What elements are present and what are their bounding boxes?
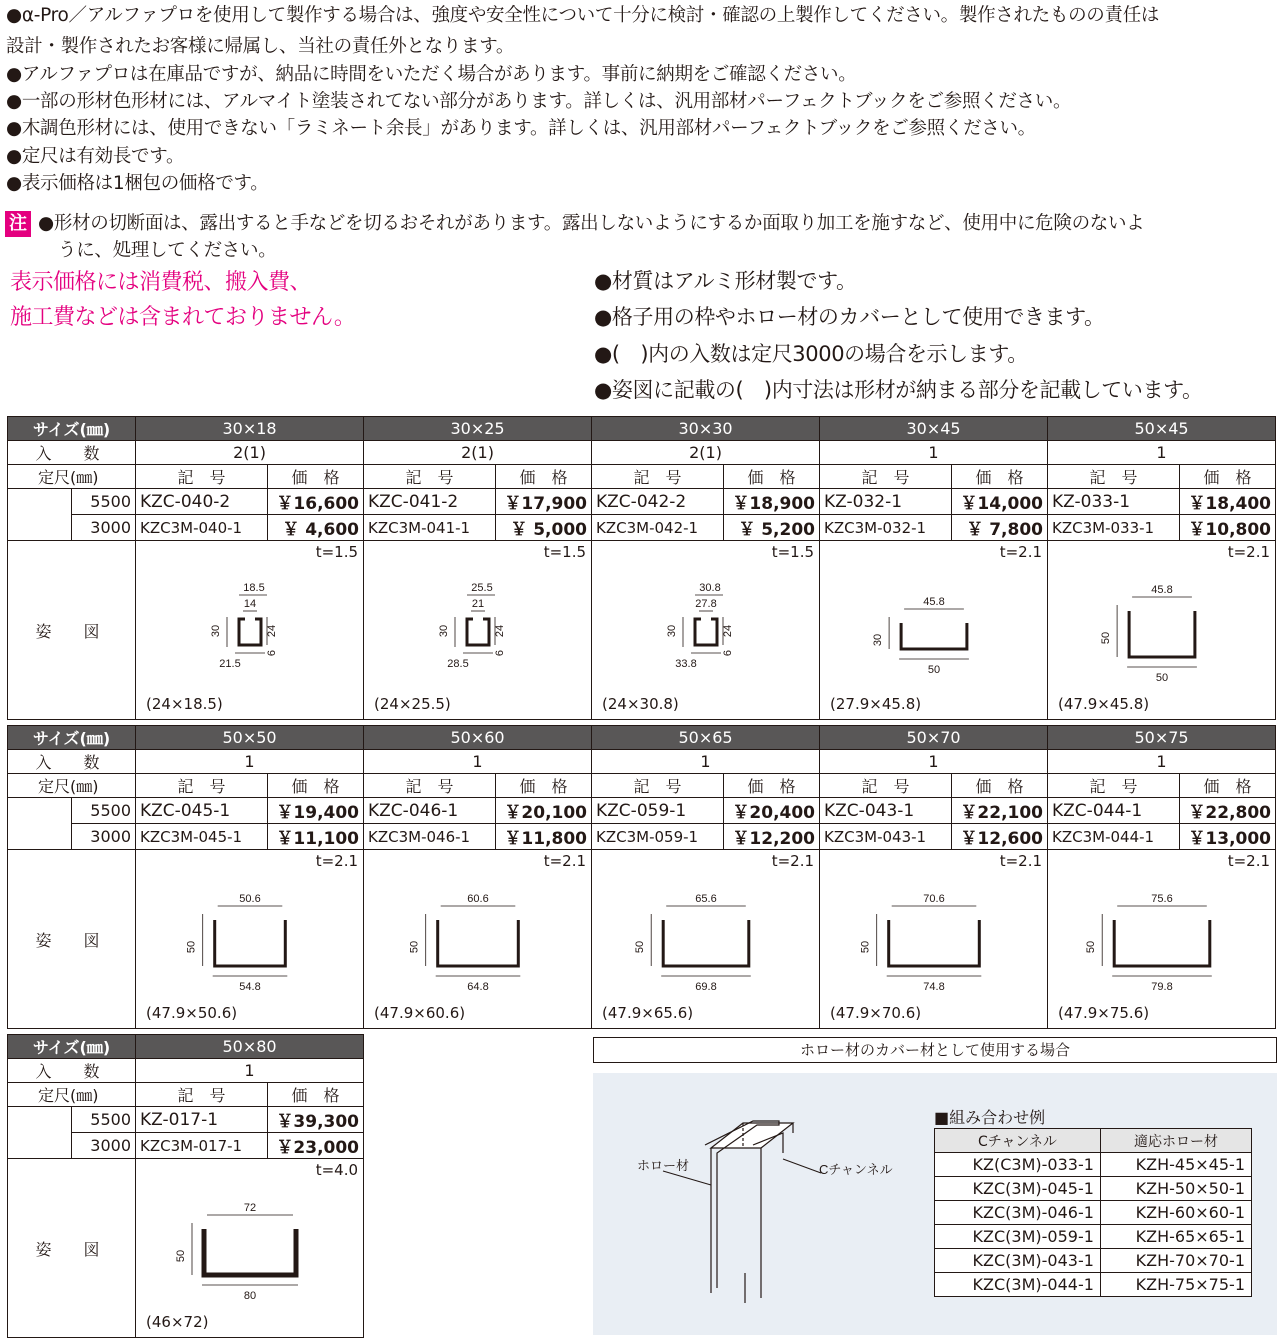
inner-dimension: (24×30.8) (602, 695, 679, 713)
product-table (7, 416, 1276, 720)
code-header: 記 号 (364, 465, 496, 489)
material-note: ●材質はアルミ形材製です。 (594, 269, 857, 293)
figure-wrap (820, 541, 1048, 719)
qty-value: 1 (136, 750, 364, 774)
code-5500: KZ-017-1 (136, 1107, 268, 1133)
code-3000: KZC3M-042-1 (592, 515, 724, 541)
dimension-label: 18.5 (243, 582, 265, 594)
dimension-label: 50 (185, 940, 198, 954)
price-5500: ￥17,900 (496, 489, 592, 515)
qty-row (8, 441, 1276, 465)
figure-row (8, 850, 1276, 1029)
thickness: t=2.1 (543, 852, 587, 870)
size-value: 50×65 (592, 726, 820, 750)
price-5500: ￥22,100 (952, 798, 1048, 824)
thickness: t=4.0 (315, 1161, 359, 1179)
code-header: 記 号 (820, 465, 952, 489)
product-table (7, 725, 1276, 1029)
price-3000: ￥ 4,600 (268, 515, 364, 541)
thickness: t=2.1 (999, 543, 1043, 561)
size-value: 50×80 (136, 1035, 364, 1059)
length-label: 定尺(㎜) (8, 465, 136, 489)
figure-wrap (364, 541, 592, 719)
c-channel-profile (820, 850, 1048, 1028)
profile-figure (1048, 541, 1276, 720)
figure-label: 姿 図 (8, 1159, 136, 1338)
code-3000: KZC3M-040-1 (136, 515, 268, 541)
c-channel-profile (820, 541, 1048, 719)
code-3000: KZC3M-059-1 (592, 824, 724, 850)
price-5500: ￥19,400 (268, 798, 364, 824)
dimension-label: 6 (494, 649, 507, 657)
inner-dimension: (24×25.5) (374, 695, 451, 713)
size-label: サイズ(㎜) (8, 726, 136, 750)
price-5500: ￥22,800 (1180, 798, 1276, 824)
dimension-label: 74.8 (923, 981, 945, 993)
blank-cell (8, 489, 72, 515)
figure-label: 姿 図 (8, 850, 136, 1029)
dimension-label: 60.6 (467, 893, 489, 905)
qty-value: 1 (136, 1059, 364, 1083)
note-line: ●定尺は有効長です。 (6, 146, 185, 167)
dimension-label: 30 (666, 624, 679, 638)
material-note: ●( )内の入数は定尺3000の場合を示します。 (594, 342, 1028, 366)
price-3000: ￥ 5,000 (496, 515, 592, 541)
price-5500: ￥18,900 (724, 489, 820, 515)
figure-wrap (820, 850, 1048, 1028)
price-header: 価 格 (496, 465, 592, 489)
inner-dimension: (24×18.5) (146, 695, 223, 713)
dimension-label: 80 (243, 1290, 257, 1302)
code-header: 記 号 (136, 1083, 268, 1107)
dimension-label: 72 (243, 1202, 257, 1214)
code-5500: KZC-041-2 (364, 489, 496, 515)
profile-figure (136, 541, 364, 720)
qty-value: 1 (1048, 750, 1276, 774)
dimension-label: 64.8 (467, 981, 489, 993)
dimension-label: 50 (634, 940, 647, 954)
figure-wrap (1048, 541, 1276, 719)
code-header: 記 号 (820, 774, 952, 798)
price-3000: ￥12,200 (724, 824, 820, 850)
dimension-label: 21 (471, 598, 485, 610)
code-5500: KZC-045-1 (136, 798, 268, 824)
combo-hollow: KZH-45×45-1 (1100, 1153, 1251, 1177)
size-value: 50×75 (1048, 726, 1276, 750)
combo-header: Cチャンネル (935, 1129, 1101, 1153)
material-note: ●格子用の枠やホロー材のカバーとして使用できます。 (594, 305, 1105, 329)
c-channel-profile (136, 1159, 364, 1337)
figure-wrap (136, 1159, 364, 1337)
price-header: 価 格 (1180, 465, 1276, 489)
code-header: 記 号 (1048, 465, 1180, 489)
combo-title: ■組み合わせ例 (934, 1108, 1046, 1127)
price-5500: ￥16,600 (268, 489, 364, 515)
qty-row (8, 750, 1276, 774)
dimension-label: 50 (1085, 940, 1098, 954)
size-value: 30×45 (820, 417, 1048, 441)
price-header: 価 格 (952, 465, 1048, 489)
price-5500: ￥18,400 (1180, 489, 1276, 515)
dimension-label: 50 (1100, 631, 1113, 645)
tax-note-line: 施工費などは含まれておりません。 (10, 305, 356, 330)
blank-cell (8, 1107, 72, 1133)
size-value: 30×18 (136, 417, 364, 441)
combo-header: 適応ホロー材 (1100, 1129, 1251, 1153)
size-value: 30×30 (592, 417, 820, 441)
figure-row (8, 1159, 364, 1338)
dimension-label: 27.8 (695, 598, 717, 610)
combo-row (935, 1201, 1252, 1225)
code-header: 記 号 (364, 774, 496, 798)
size-value: 50×50 (136, 726, 364, 750)
code-5500: KZ-032-1 (820, 489, 952, 515)
code-3000: KZC3M-044-1 (1048, 824, 1180, 850)
c-channel-profile (136, 541, 364, 719)
size-row (8, 1035, 364, 1059)
thickness: t=2.1 (771, 852, 815, 870)
profile-figure (136, 850, 364, 1029)
code-5500: KZC-046-1 (364, 798, 496, 824)
blank-cell (8, 824, 72, 850)
price-5500: ￥20,100 (496, 798, 592, 824)
price-header: 価 格 (724, 465, 820, 489)
c-channel-profile (592, 541, 820, 719)
channel-label: Cチャンネル (819, 1162, 893, 1177)
col-header-row (8, 465, 1276, 489)
qty-value: 2(1) (592, 441, 820, 465)
code-header: 記 号 (136, 465, 268, 489)
length-3000: 3000 (72, 824, 136, 850)
code-5500: KZC-059-1 (592, 798, 724, 824)
price-3000: ￥10,800 (1180, 515, 1276, 541)
blank-cell (8, 515, 72, 541)
price-header: 価 格 (496, 774, 592, 798)
price-3000: ￥12,600 (952, 824, 1048, 850)
combo-row (935, 1177, 1252, 1201)
code-3000: KZC3M-017-1 (136, 1133, 268, 1159)
dimension-label: 70.6 (923, 893, 945, 905)
dimension-label: 75.6 (1151, 893, 1173, 905)
inner-dimension: (47.9×75.6) (1058, 1004, 1150, 1022)
code-header: 記 号 (592, 774, 724, 798)
length-5500: 5500 (72, 489, 136, 515)
row-3000 (8, 824, 1276, 850)
size-value: 50×45 (1048, 417, 1276, 441)
profile-figure (820, 850, 1048, 1029)
thickness: t=1.5 (543, 543, 587, 561)
cover-title: ホロー材のカバー材として使用する場合 (593, 1037, 1277, 1063)
qty-label: 入 数 (8, 1059, 136, 1083)
combo-channel: KZC(3M)-046-1 (935, 1201, 1101, 1225)
qty-value: 1 (364, 750, 592, 774)
warning-badge: 注 (5, 211, 31, 237)
code-3000: KZC3M-045-1 (136, 824, 268, 850)
thickness: t=1.5 (315, 543, 359, 561)
c-channel-profile (1048, 850, 1276, 1028)
qty-value: 1 (820, 441, 1048, 465)
row-5500 (8, 798, 1276, 824)
inner-dimension: (47.9×45.8) (1058, 695, 1150, 713)
combo-hollow: KZH-60×60-1 (1100, 1201, 1251, 1225)
dimension-label: 6 (266, 649, 279, 657)
combo-hollow: KZH-75×75-1 (1100, 1273, 1251, 1297)
dimension-label: 24 (266, 624, 279, 638)
size-row (8, 417, 1276, 441)
row-5500 (8, 489, 1276, 515)
price-header: 価 格 (268, 774, 364, 798)
dimension-label: 24 (722, 624, 735, 638)
length-5500: 5500 (72, 1107, 136, 1133)
code-5500: KZC-043-1 (820, 798, 952, 824)
size-value: 50×60 (364, 726, 592, 750)
warning-line: うに、処理してください。 (58, 240, 277, 261)
price-3000: ￥11,100 (268, 824, 364, 850)
price-header: 価 格 (268, 465, 364, 489)
price-3000: ￥ 7,800 (952, 515, 1048, 541)
inner-dimension: (47.9×70.6) (830, 1004, 922, 1022)
dimension-label: 79.8 (1151, 981, 1173, 993)
code-3000: KZC3M-043-1 (820, 824, 952, 850)
profile-figure (136, 1159, 364, 1338)
dimension-label: 30 (872, 633, 885, 647)
price-header: 価 格 (724, 774, 820, 798)
col-header-row (8, 774, 1276, 798)
combo-channel: KZC(3M)-059-1 (935, 1225, 1101, 1249)
price-5500: ￥20,400 (724, 798, 820, 824)
code-header: 記 号 (136, 774, 268, 798)
figure-wrap (592, 541, 820, 719)
combo-row (935, 1225, 1252, 1249)
note-line: ●アルファプロは在庫品ですが、納品に時間をいただく場合があります。事前に納期をご確認ください。 (6, 64, 857, 85)
hollow-label: ホロー材 (637, 1158, 690, 1173)
qty-value: 1 (592, 750, 820, 774)
qty-label: 入 数 (8, 441, 136, 465)
figure-wrap (1048, 850, 1276, 1028)
size-value: 50×70 (820, 726, 1048, 750)
length-5500: 5500 (72, 798, 136, 824)
combo-hollow: KZH-50×50-1 (1100, 1177, 1251, 1201)
profile-figure (592, 850, 820, 1029)
length-3000: 3000 (72, 1133, 136, 1159)
dimension-label: 50 (175, 1249, 188, 1263)
dimension-label: 24 (494, 624, 507, 638)
dimension-label: 50 (859, 940, 872, 954)
code-5500: KZC-042-2 (592, 489, 724, 515)
inner-dimension: (47.9×60.6) (374, 1004, 466, 1022)
inner-dimension: (47.9×50.6) (146, 1004, 238, 1022)
thickness: t=1.5 (771, 543, 815, 561)
code-3000: KZC3M-033-1 (1048, 515, 1180, 541)
profile-figure (1048, 850, 1276, 1029)
inner-dimension: (47.9×65.6) (602, 1004, 694, 1022)
dimension-label: 54.8 (239, 981, 261, 993)
combo-hollow: KZH-70×70-1 (1100, 1249, 1251, 1273)
qty-value: 2(1) (364, 441, 592, 465)
profile-figure (364, 850, 592, 1029)
dimension-label: 45.8 (923, 596, 945, 608)
note-line: ●表示価格は1梱包の価格です。 (6, 173, 269, 194)
qty-row (8, 1059, 364, 1083)
code-5500: KZ-033-1 (1048, 489, 1180, 515)
length-label: 定尺(㎜) (8, 1083, 136, 1107)
dimension-label: 30 (210, 624, 223, 638)
inner-dimension: (27.9×45.8) (830, 695, 922, 713)
combo-row (935, 1249, 1252, 1273)
combo-hollow: KZH-65×65-1 (1100, 1225, 1251, 1249)
price-3000: ￥23,000 (268, 1133, 364, 1159)
blank-cell (8, 1133, 72, 1159)
code-5500: KZC-040-2 (136, 489, 268, 515)
dimension-label: 14 (243, 598, 257, 610)
length-3000: 3000 (72, 515, 136, 541)
code-3000: KZC3M-032-1 (820, 515, 952, 541)
thickness: t=2.1 (315, 852, 359, 870)
tax-note-line: 表示価格には消費税、搬入費、 (10, 270, 312, 295)
combo-channel: KZC(3M)-044-1 (935, 1273, 1101, 1297)
profile-figure (364, 541, 592, 720)
figure-label: 姿 図 (8, 541, 136, 720)
combo-channel: KZC(3M)-043-1 (935, 1249, 1101, 1273)
code-3000: KZC3M-041-1 (364, 515, 496, 541)
dimension-label: 25.5 (471, 582, 493, 594)
size-row (8, 726, 1276, 750)
note-line: 設計・製作されたお客様に帰属し、当社の責任外となります。 (6, 36, 515, 57)
material-note: ●姿図に記載の( )内寸法は形材が納まる部分を記載しています。 (594, 378, 1203, 402)
note-line: ●木調色形材には、使用できない「ラミネート余長」があります。詳しくは、汎用部材パーフェクトブックをご参照ください。 (6, 118, 1036, 139)
warning-line: ●形材の切断面は、露出すると手などを切るおそれがあります。露出しないようにするか面取り加工を施すなど、使用中に危険のないよ (38, 213, 1145, 234)
qty-label: 入 数 (8, 750, 136, 774)
dimension-label: 50 (1155, 672, 1169, 684)
col-header-row (8, 1083, 364, 1107)
combo-table (934, 1128, 1252, 1297)
thickness: t=2.1 (1227, 852, 1271, 870)
row-3000 (8, 515, 1276, 541)
figure-row (8, 541, 1276, 720)
thickness: t=2.1 (1227, 543, 1271, 561)
profile-figure (820, 541, 1048, 720)
dimension-label: 21.5 (219, 658, 241, 670)
dimension-label: 50.6 (239, 893, 261, 905)
c-channel-profile (364, 541, 592, 719)
price-5500: ￥39,300 (268, 1107, 364, 1133)
dimension-label: 45.8 (1151, 584, 1173, 596)
code-header: 記 号 (592, 465, 724, 489)
row-5500 (8, 1107, 364, 1133)
figure-wrap (136, 850, 364, 1028)
c-channel-profile (136, 850, 364, 1028)
dimension-label: 65.6 (695, 893, 717, 905)
dimension-label: 33.8 (675, 658, 697, 670)
size-label: サイズ(㎜) (8, 417, 136, 441)
size-value: 30×25 (364, 417, 592, 441)
price-3000: ￥11,800 (496, 824, 592, 850)
note-line: ●α-Pro／アルファプロを使用して製作する場合は、強度や安全性について十分に検討・確認の上製作してください。製作されたものの責任は (6, 5, 1160, 26)
combo-row (935, 1273, 1252, 1297)
price-header: 価 格 (268, 1083, 364, 1107)
qty-value: 1 (1048, 441, 1276, 465)
price-3000: ￥ 5,200 (724, 515, 820, 541)
code-3000: KZC3M-046-1 (364, 824, 496, 850)
price-header: 価 格 (952, 774, 1048, 798)
c-channel-profile (1048, 541, 1276, 719)
dimension-label: 30.8 (699, 582, 721, 594)
dimension-label: 50 (927, 664, 941, 676)
code-header: 記 号 (1048, 774, 1180, 798)
size-label: サイズ(㎜) (8, 1035, 136, 1059)
dimension-label: 6 (722, 649, 735, 657)
combo-row (935, 1153, 1252, 1177)
product-table (7, 1034, 364, 1338)
dimension-label: 50 (408, 940, 421, 954)
figure-wrap (364, 850, 592, 1028)
profile-figure (592, 541, 820, 720)
c-channel-profile (364, 850, 592, 1028)
price-3000: ￥13,000 (1180, 824, 1276, 850)
blank-cell (8, 798, 72, 824)
qty-value: 2(1) (136, 441, 364, 465)
price-header: 価 格 (1180, 774, 1276, 798)
code-5500: KZC-044-1 (1048, 798, 1180, 824)
price-5500: ￥14,000 (952, 489, 1048, 515)
combo-channel: KZ(C3M)-033-1 (935, 1153, 1101, 1177)
qty-value: 1 (820, 750, 1048, 774)
note-line: ●一部の形材色形材には、アルマイト塗装されてない部分があります。詳しくは、汎用部材パーフェクトブックをご参照ください。 (6, 91, 1072, 112)
figure-wrap (592, 850, 820, 1028)
dimension-label: 30 (438, 624, 451, 638)
figure-wrap (136, 541, 364, 719)
row-3000 (8, 1133, 364, 1159)
combo-header-row (935, 1129, 1252, 1153)
dimension-label: 28.5 (447, 658, 469, 670)
dimension-label: 69.8 (695, 981, 717, 993)
thickness: t=2.1 (999, 852, 1043, 870)
c-channel-profile (592, 850, 820, 1028)
length-label: 定尺(㎜) (8, 774, 136, 798)
inner-dimension: (46×72) (146, 1313, 209, 1331)
combo-channel: KZC(3M)-045-1 (935, 1177, 1101, 1201)
